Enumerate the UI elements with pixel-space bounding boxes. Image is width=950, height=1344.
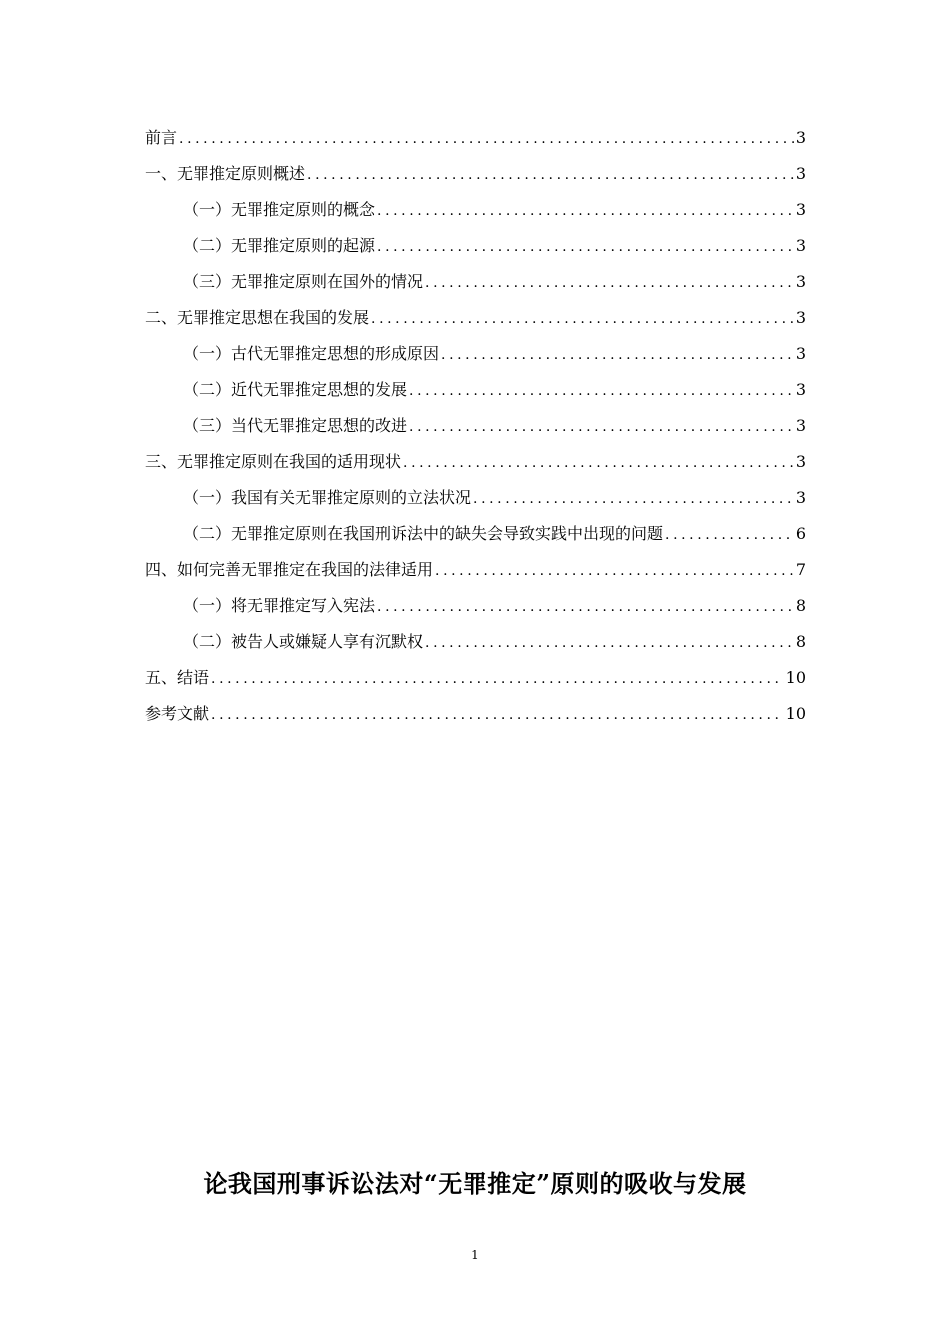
toc-entry-text: （二）无罪推定原则在我国刑诉法中的缺失会导致实践中出现的问题 bbox=[183, 524, 664, 543]
table-of-contents bbox=[145, 126, 806, 738]
toc-entry[interactable] bbox=[145, 558, 806, 594]
toc-page-number: 3 bbox=[795, 380, 806, 399]
toc-page-number: 3 bbox=[795, 128, 806, 147]
toc-entry-text: 五、结语 bbox=[145, 668, 210, 687]
page-number: 1 bbox=[471, 1248, 479, 1262]
toc-entry[interactable] bbox=[145, 342, 806, 378]
toc-entry[interactable] bbox=[145, 594, 806, 630]
toc-entry[interactable] bbox=[145, 486, 806, 522]
toc-dot-leader bbox=[377, 595, 794, 619]
toc-dot-leader bbox=[307, 163, 794, 187]
toc-entry[interactable] bbox=[145, 414, 806, 450]
toc-entry[interactable] bbox=[145, 234, 806, 270]
toc-entry-text: （一）我国有关无罪推定原则的立法状况 bbox=[183, 488, 472, 507]
toc-entry-text: （一）古代无罪推定思想的形成原因 bbox=[183, 344, 440, 363]
toc-entry-text: 三、无罪推定原则在我国的适用现状 bbox=[145, 452, 402, 471]
toc-dot-leader bbox=[665, 523, 794, 547]
toc-page-number: 3 bbox=[795, 272, 806, 291]
toc-dot-leader bbox=[409, 415, 794, 439]
toc-entry-text: （二）无罪推定原则的起源 bbox=[183, 236, 376, 255]
toc-entry-text: （一）无罪推定原则的概念 bbox=[183, 200, 376, 219]
toc-entry-text: 四、如何完善无罪推定在我国的法律适用 bbox=[145, 560, 434, 579]
toc-page-number: 3 bbox=[795, 308, 806, 327]
document-title: 论我国刑事诉讼法对“无罪推定”原则的吸收与发展 bbox=[203, 1169, 747, 1198]
toc-entry[interactable] bbox=[145, 162, 806, 198]
toc-dot-leader bbox=[179, 127, 794, 151]
toc-entry-text: 二、无罪推定思想在我国的发展 bbox=[145, 308, 370, 327]
toc-entry[interactable] bbox=[145, 450, 806, 486]
toc-entry[interactable] bbox=[145, 378, 806, 414]
toc-entry[interactable] bbox=[145, 666, 806, 702]
toc-dot-leader bbox=[377, 235, 794, 259]
toc-dot-leader bbox=[211, 703, 784, 727]
toc-entry-text: （一）将无罪推定写入宪法 bbox=[183, 596, 376, 615]
toc-page-number: 10 bbox=[785, 704, 806, 723]
toc-page-number: 3 bbox=[795, 344, 806, 363]
toc-dot-leader bbox=[377, 199, 794, 223]
toc-dot-leader bbox=[409, 379, 794, 403]
toc-dot-leader bbox=[435, 559, 794, 583]
toc-page-number: 3 bbox=[795, 164, 806, 183]
toc-entry[interactable] bbox=[145, 270, 806, 306]
toc-dot-leader bbox=[425, 631, 794, 655]
toc-page-number: 3 bbox=[795, 236, 806, 255]
toc-entry-text: （三）当代无罪推定思想的改进 bbox=[183, 416, 408, 435]
toc-entry[interactable] bbox=[145, 126, 806, 162]
toc-entry[interactable] bbox=[145, 522, 806, 558]
toc-page-number: 7 bbox=[795, 560, 806, 579]
toc-entry-text: （三）无罪推定原则在国外的情况 bbox=[183, 272, 424, 291]
toc-entry-text: （二）近代无罪推定思想的发展 bbox=[183, 380, 408, 399]
toc-entry[interactable] bbox=[145, 702, 806, 738]
toc-entry-text: 一、无罪推定原则概述 bbox=[145, 164, 306, 183]
toc-page-number: 3 bbox=[795, 200, 806, 219]
toc-dot-leader bbox=[441, 343, 794, 367]
toc-dot-leader bbox=[425, 271, 794, 295]
toc-dot-leader bbox=[403, 451, 794, 475]
toc-page-number: 3 bbox=[795, 416, 806, 435]
toc-dot-leader bbox=[473, 487, 794, 511]
toc-page-number: 6 bbox=[795, 524, 806, 543]
toc-entry[interactable] bbox=[145, 306, 806, 342]
toc-page-number: 8 bbox=[795, 596, 806, 615]
toc-page-number: 10 bbox=[785, 668, 806, 687]
toc-entry[interactable] bbox=[145, 198, 806, 234]
toc-page-number: 3 bbox=[795, 452, 806, 471]
toc-dot-leader bbox=[371, 307, 794, 331]
toc-entry-text: 参考文献 bbox=[145, 704, 210, 723]
toc-entry-text: 前言 bbox=[145, 128, 178, 147]
toc-page-number: 8 bbox=[795, 632, 806, 651]
toc-entry-text: （二）被告人或嫌疑人享有沉默权 bbox=[183, 632, 424, 651]
toc-page-number: 3 bbox=[795, 488, 806, 507]
toc-dot-leader bbox=[211, 667, 784, 691]
toc-entry[interactable] bbox=[145, 630, 806, 666]
